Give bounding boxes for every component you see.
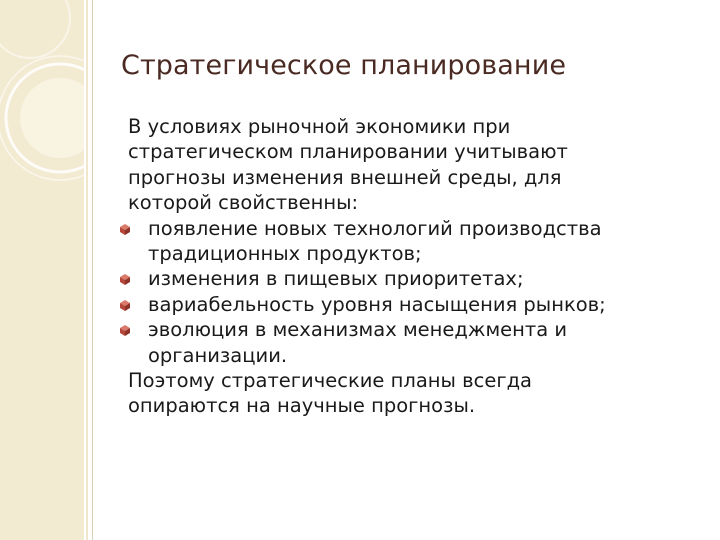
bullet-item bbox=[128, 292, 708, 317]
side-divider bbox=[92, 0, 93, 540]
bullet-line: появление новых технологий производства bbox=[148, 216, 602, 240]
bullet-line: организации. bbox=[148, 343, 288, 367]
cube-bullet-icon bbox=[118, 223, 132, 236]
bullet-item bbox=[128, 266, 708, 291]
bullet-line: изменения в пищевых приоритетах; bbox=[148, 267, 524, 291]
slide-title: Стратегическое планирование bbox=[121, 50, 567, 81]
side-panel bbox=[0, 0, 84, 540]
bullet-item bbox=[128, 216, 708, 267]
intro-line: прогнозы изменения внешней среды, для bbox=[128, 165, 562, 189]
bullet-line: вариабельность уровня насыщения рынков; bbox=[148, 292, 606, 316]
side-divider-inner bbox=[86, 0, 88, 540]
intro-line: которой свойственны: bbox=[128, 191, 359, 215]
conclusion-line: опираются на научные прогнозы. bbox=[128, 394, 476, 418]
intro-line: стратегическом планировании учитывают bbox=[128, 140, 568, 164]
bullet-line: традиционных продуктов; bbox=[148, 242, 422, 266]
cube-bullet-icon bbox=[118, 273, 132, 286]
bullet-line: эволюция в механизмах менеджмента и bbox=[148, 318, 568, 342]
circle-rings-decoration bbox=[0, 0, 84, 260]
bullet-item bbox=[128, 317, 708, 368]
intro-paragraph bbox=[128, 114, 708, 216]
intro-line: В условиях рыночной экономики при bbox=[128, 115, 511, 138]
conclusion-paragraph bbox=[128, 368, 708, 419]
conclusion-line: Поэтому стратегические планы всегда bbox=[128, 369, 532, 393]
cube-bullet-icon bbox=[118, 299, 132, 312]
slide-body bbox=[128, 114, 708, 419]
cube-bullet-icon bbox=[118, 324, 132, 337]
